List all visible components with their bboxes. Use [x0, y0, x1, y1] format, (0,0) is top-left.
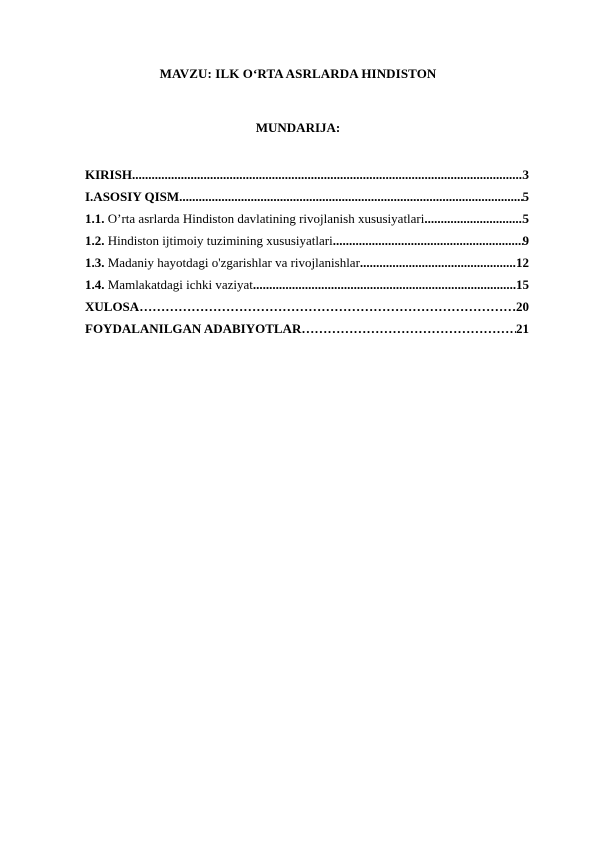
toc-entry-title: FOYDALANILGAN ADABIYOTLAR [85, 321, 302, 336]
toc-entry-number: 1.3. [85, 255, 105, 270]
toc-entry-title: Madaniy hayotdagi o'zgarishlar va rivojlanishlar [107, 255, 360, 270]
toc-leader-dots [132, 167, 523, 183]
toc-entry-1-2[interactable] [85, 233, 529, 255]
table-of-contents [85, 167, 529, 343]
toc-entry-number: 1.1. [85, 211, 105, 226]
toc-entry-page: 12 [516, 255, 529, 270]
toc-leader-dots [360, 255, 516, 271]
toc-entry-asosiy-qism[interactable] [85, 189, 529, 211]
toc-entry-foydalanilgan-adabiyotlar[interactable] [85, 321, 529, 343]
toc-leader-dots [333, 233, 523, 249]
toc-entry-1-4[interactable] [85, 277, 529, 299]
toc-entry-page: 5 [522, 211, 529, 226]
toc-entry-title: KIRISH [85, 167, 132, 182]
toc-entry-page: 20 [516, 299, 529, 314]
toc-entry-title: Mamlakatdagi ichki vaziyat [107, 277, 253, 292]
toc-entry-number: 1.4. [85, 277, 105, 292]
toc-entry-title: O’rta asrlarda Hindiston davlatining rivojlanish xususiyatlari [107, 211, 425, 226]
toc-entry-kirish[interactable] [85, 167, 529, 189]
toc-leader-dots [179, 189, 522, 205]
toc-leader-dots [301, 321, 516, 337]
toc-leader-dots [253, 277, 516, 293]
toc-entry-page: 5 [522, 189, 529, 204]
toc-entry-1-3[interactable] [85, 255, 529, 277]
toc-entry-title: Hindiston ijtimoiy tuzimining xususiyatlari [107, 233, 333, 248]
toc-entry-page: 21 [516, 321, 529, 336]
toc-entry-number: 1.2. [85, 233, 105, 248]
toc-entry-page: 9 [522, 233, 529, 248]
toc-heading: MUNDARIJA: [255, 120, 341, 135]
toc-leader-dots [139, 299, 516, 315]
toc-entry-title: I.ASOSIY QISM [85, 189, 180, 204]
document-title: MAVZU: ILK O‘RTA ASRLARDA HINDISTON [159, 66, 437, 81]
toc-entry-page: 15 [516, 277, 529, 292]
toc-entry-page: 3 [522, 167, 529, 182]
toc-leader-dots [424, 211, 522, 227]
toc-entry-xulosa[interactable] [85, 299, 529, 321]
toc-entry-1-1[interactable] [85, 211, 529, 233]
toc-entry-title: XULOSA [85, 299, 140, 314]
